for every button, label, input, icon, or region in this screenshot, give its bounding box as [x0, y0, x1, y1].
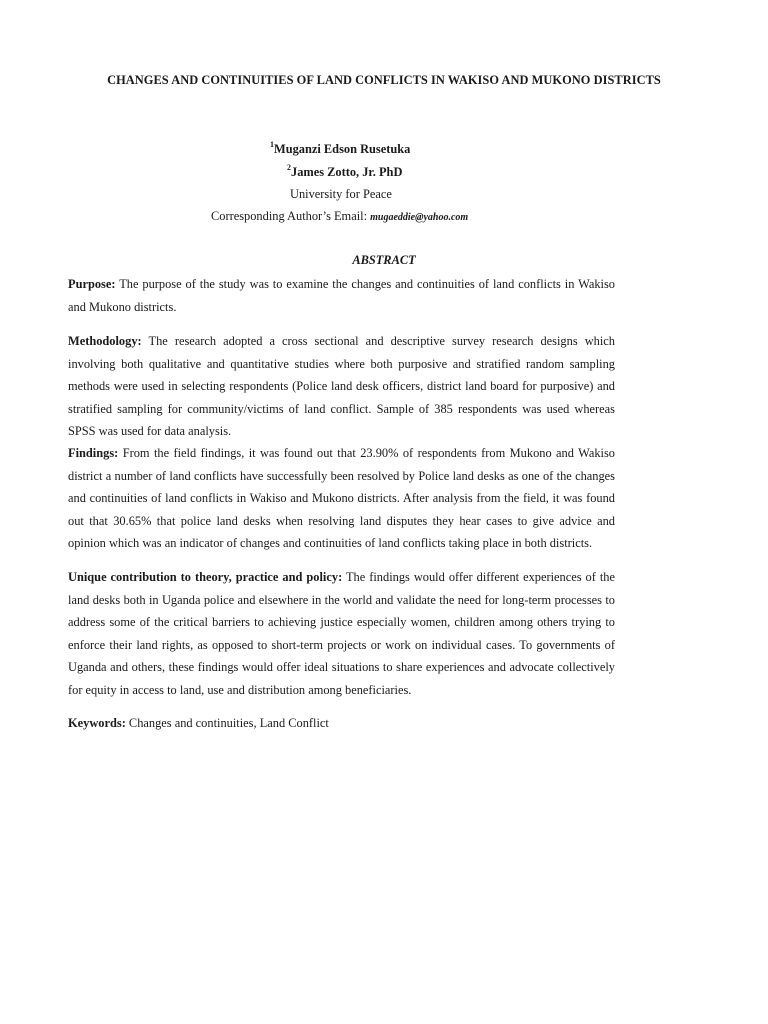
keywords-text: Changes and continuities, Land Conflict [125, 716, 329, 730]
paper-title: CHANGES AND CONTINUITIES OF LAND CONFLICTS IN WAKISO AND MUKONO DISTRICTS [107, 73, 661, 87]
email-address: mugaeddie@yahoo.com [370, 212, 469, 223]
unique-contribution-label: Unique contribution to theory, practice and policy: [68, 570, 343, 584]
purpose-label: Purpose: [68, 277, 116, 291]
corresponding-email-line [211, 209, 468, 224]
abstract-heading: ABSTRACT [352, 253, 416, 267]
methodology-text: The research adopted a cross sectional and descriptive survey research designs which involving both qualitative and quantitative studies where both purposive and stratified random sampling methods were used in selecting respondents (Police land desk officers, district land board for purposive) and stratified sampling for community/victims of land conflict. Sample of 385 respondents was used whereas SPSS was used for data analysis. [68, 334, 615, 439]
unique-contribution-text: The findings would offer different experiences of the land desks both in Uganda police and elsewhere in the world and validate the need for long-term processes to address some of the critical barriers to achieving justice especially women, children among others trying to enforce their land rights, as opposed to short-term projects or work on individual cases. To governments of Uganda and others, these findings would offer ideal situations to share experiences and advocate collectively for equity in access to land, use and distribution among beneficiaries. [68, 570, 616, 697]
author-1 [270, 142, 410, 157]
author-2 [287, 165, 402, 180]
purpose-text: The purpose of the study was to examine the changes and continuities of land conflicts in Wakiso and Mukono districts. [68, 277, 615, 314]
author-2-marker: 2 [287, 163, 291, 172]
purpose-paragraph [68, 273, 615, 318]
affiliation: University for Peace [290, 187, 392, 201]
unique-contribution-paragraph [68, 566, 615, 702]
findings-label: Findings: [68, 446, 119, 460]
methodology-label: Methodology: [68, 334, 142, 348]
keywords-label: Keywords: [68, 716, 126, 730]
author-2-name: James Zotto, Jr. PhD [291, 165, 403, 179]
author-1-name: Muganzi Edson Rusetuka [274, 142, 411, 156]
findings-paragraph [68, 442, 615, 555]
methodology-paragraph [68, 330, 615, 443]
keywords-paragraph [68, 712, 615, 735]
findings-text: From the field findings, it was found out that 23.90% of respondents from Mukono and Wakiso district a number of land conflicts have successfully been resolved by Police land desks as one of the changes and continuities of land conflicts in Wakiso and Mukono districts. After analysis from the field, it was found out that 30.65% that police land desks when resolving land disputes they hear cases to give advice and opinion which was an indicator of changes and continuities of land conflicts taking place in both districts. [68, 446, 615, 551]
corresponding-label: Corresponding Author’s Email: [211, 209, 371, 223]
author-1-marker: 1 [270, 140, 274, 149]
